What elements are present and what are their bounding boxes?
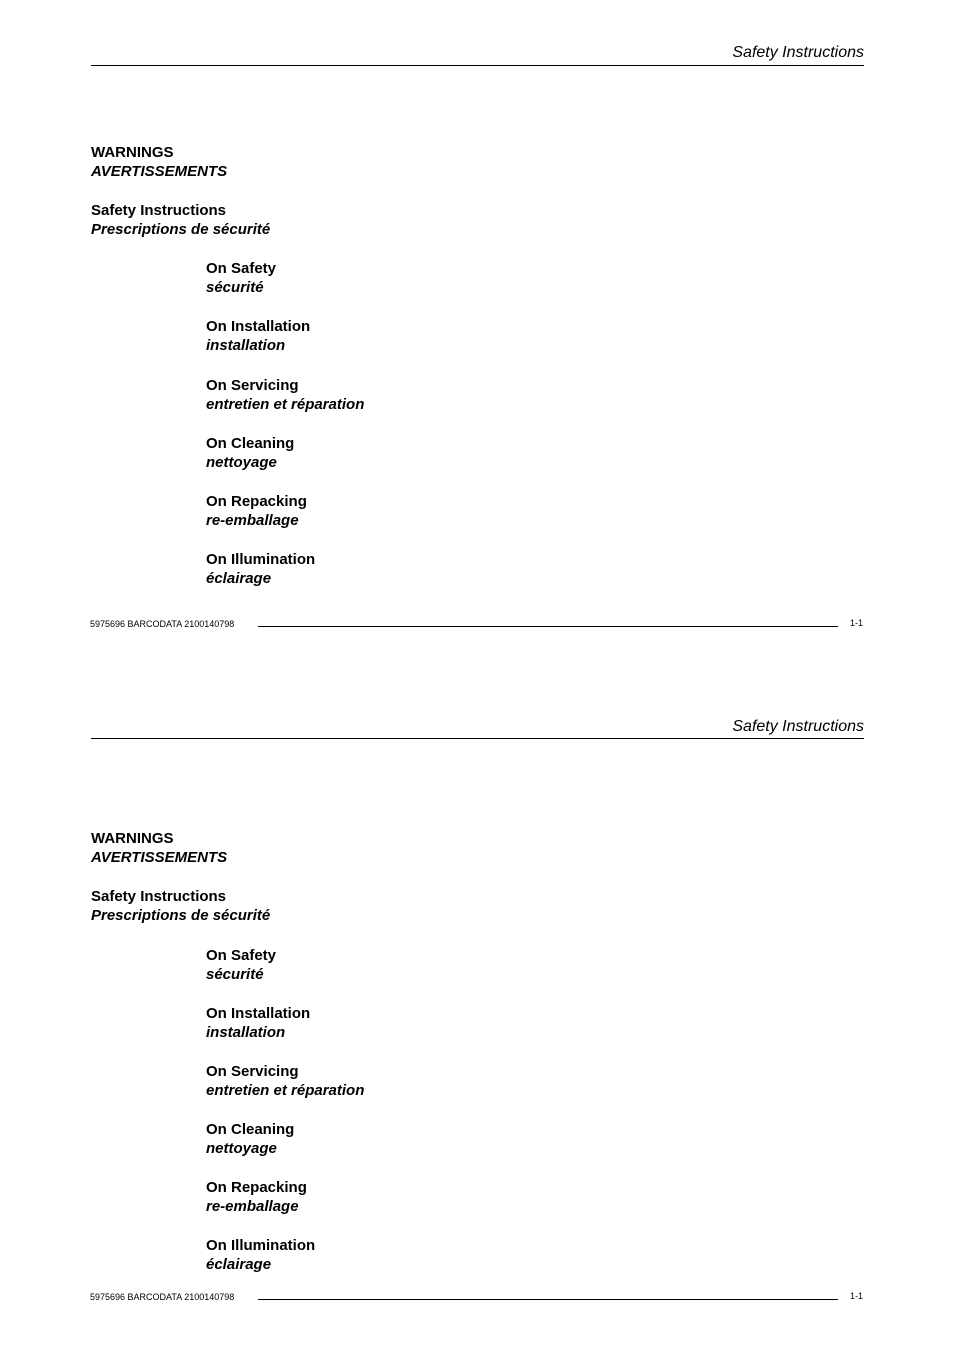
page-header-title: Safety Instructions [732,44,864,61]
topic-fr: installation [206,1024,286,1041]
footer-doc-code: 5975696 BARCODATA 2100140798 [90,619,235,629]
topic-servicing [206,1062,364,1100]
topic-en: On Installation [206,1005,311,1022]
topic-fr: re-emballage [206,1198,299,1215]
footer-rule [258,626,838,627]
topic-repacking [206,492,307,530]
footer-rule [258,1299,838,1300]
header-rule [91,65,864,66]
topic-fr: entretien et réparation [206,1082,365,1099]
topic-safety [206,946,276,984]
topic-en: On Illumination [206,551,316,568]
topic-en: On Installation [206,318,311,335]
section-fr: Prescriptions de sécurité [91,221,271,238]
topic-fr: entretien et réparation [206,396,365,413]
topic-cleaning [206,434,294,472]
topic-en: On Servicing [206,377,299,394]
section-fr: Prescriptions de sécurité [91,907,271,924]
topic-installation [206,1004,310,1042]
topic-illumination [206,1236,315,1274]
topic-en: On Safety [206,947,277,964]
topic-servicing [206,376,364,414]
warnings-fr: AVERTISSEMENTS [91,849,228,866]
page-header-title: Safety Instructions [732,718,864,735]
topic-en: On Repacking [206,493,307,510]
footer-page-number: 1-1 [849,618,863,628]
section-en: Safety Instructions [91,888,227,905]
warnings-heading [91,829,227,867]
topic-fr: éclairage [206,570,272,587]
topic-en: On Servicing [206,1063,299,1080]
section-en: Safety Instructions [91,202,227,219]
topic-fr: nettoyage [206,1140,277,1157]
topic-fr: sécurité [206,279,264,296]
section-heading [91,887,270,925]
footer-page-number: 1-1 [849,1291,863,1301]
topic-en: On Cleaning [206,1121,295,1138]
topic-fr: nettoyage [206,454,277,471]
topic-illumination [206,550,315,588]
document-page-1 [0,0,954,675]
topic-cleaning [206,1120,294,1158]
topic-fr: re-emballage [206,512,299,529]
topic-fr: sécurité [206,966,264,983]
section-heading [91,201,270,239]
header-rule [91,738,864,739]
topic-fr: éclairage [206,1256,272,1273]
topic-en: On Repacking [206,1179,307,1196]
topic-fr: installation [206,337,286,354]
topic-en: On Illumination [206,1237,316,1254]
warnings-en: WARNINGS [91,830,174,847]
topic-en: On Safety [206,260,277,277]
warnings-heading [91,143,227,181]
topic-repacking [206,1178,307,1216]
document-page-2 [0,674,954,1349]
topic-en: On Cleaning [206,435,295,452]
topic-safety [206,259,276,297]
footer-doc-code: 5975696 BARCODATA 2100140798 [90,1292,235,1302]
topic-installation [206,317,310,355]
warnings-fr: AVERTISSEMENTS [91,163,228,180]
warnings-en: WARNINGS [91,144,174,161]
